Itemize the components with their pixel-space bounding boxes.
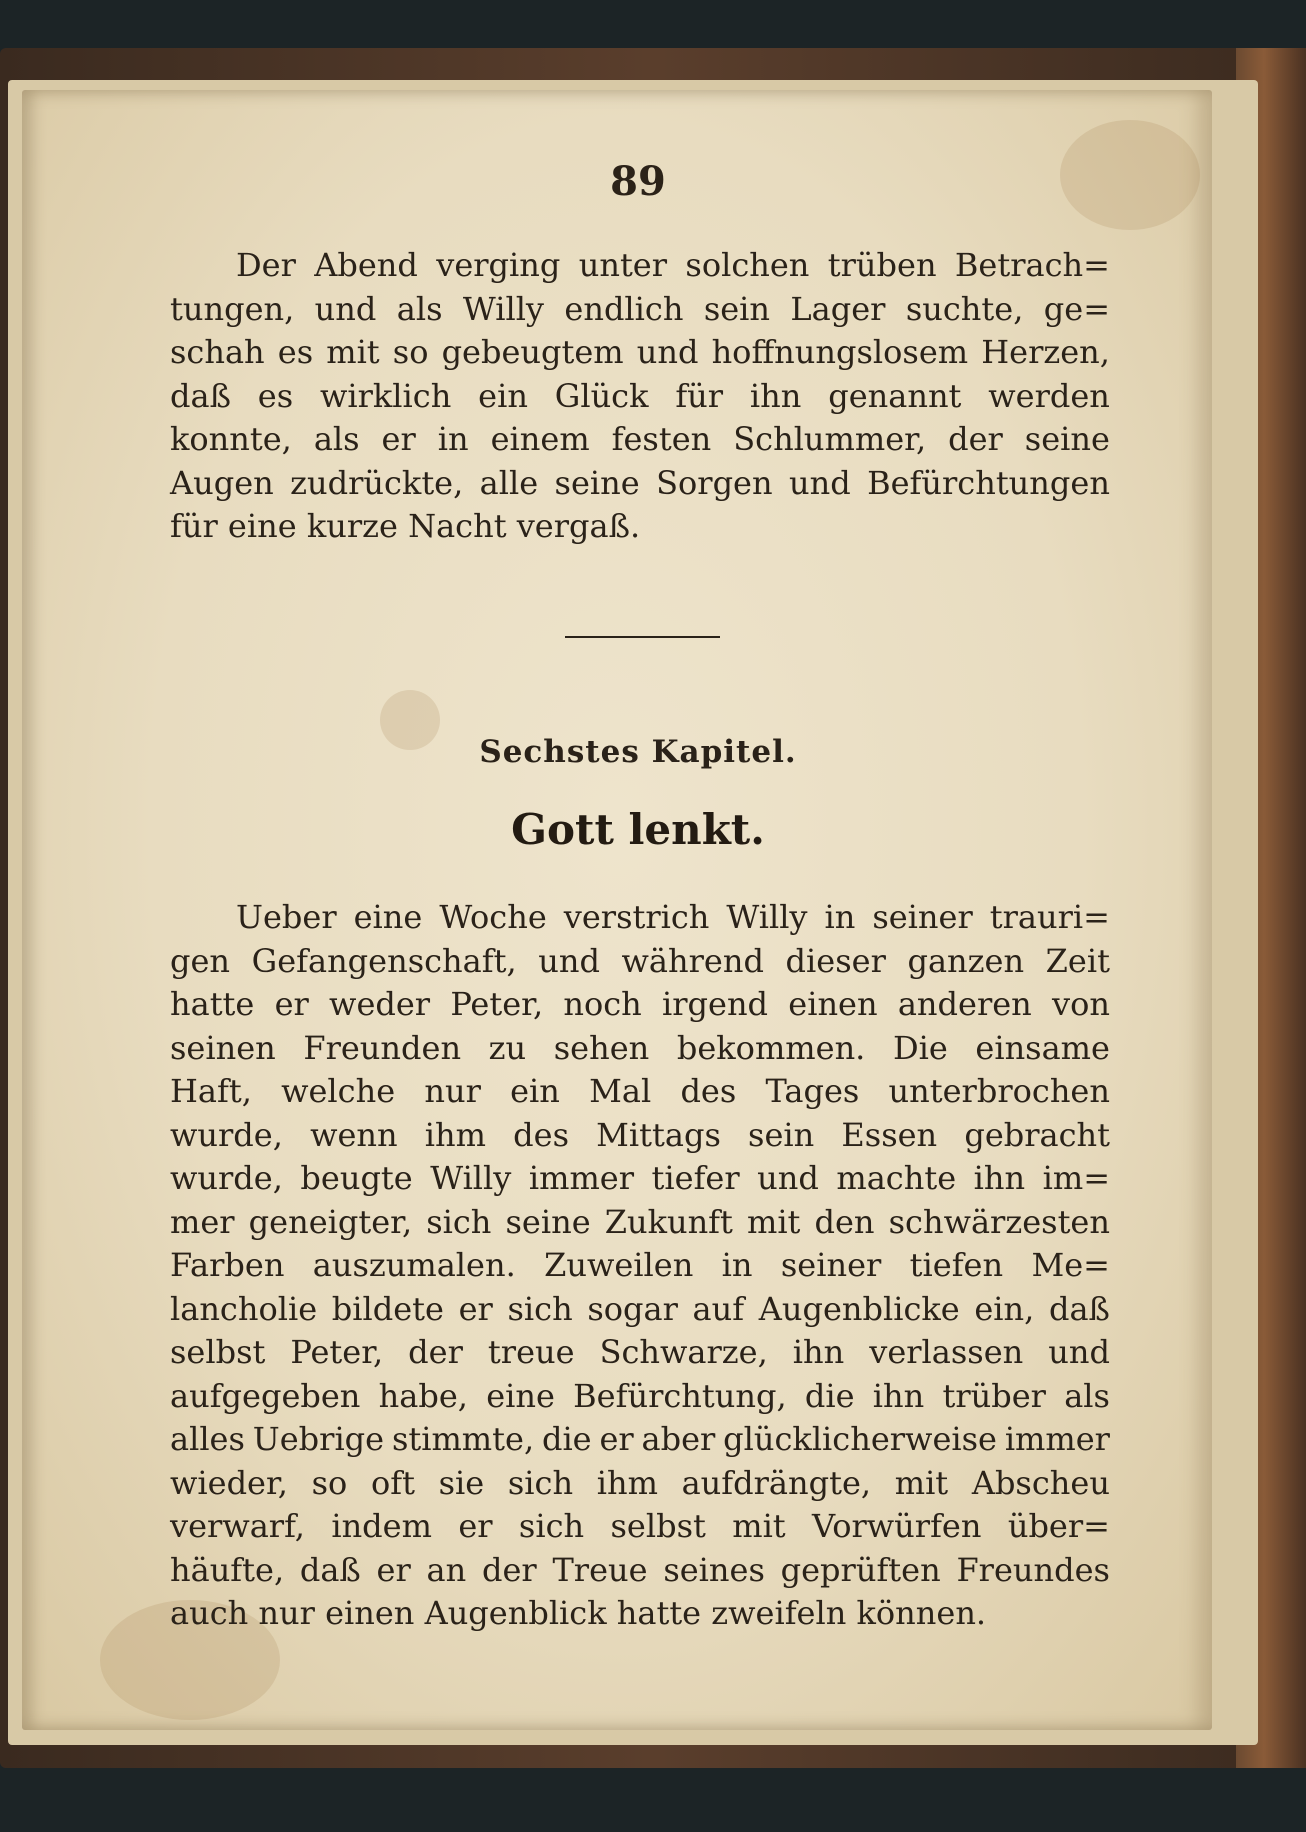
text-line: aufgegeben habe, eine Befürchtung, die ihn trüber als [170, 1376, 1110, 1415]
text-line: Der Abend verging unter solchen trüben Betrach= [236, 246, 1110, 284]
chapter-label: Sechstes Kapitel. [479, 734, 797, 770]
paragraph-2 [170, 896, 1110, 1636]
text-line: für eine kurze Nacht vergaß. [170, 507, 641, 545]
text-line: seinen Freunden zu sehen bekommen. Die einsame [170, 1028, 1110, 1067]
text-line: Haft, welche nur ein Mal des Tages unterbrochen [170, 1072, 1110, 1110]
text-line: tungen, und als Willy endlich sein Lager suchte, ge= [170, 289, 1110, 328]
text-line: Farben auszumalen. Zuweilen in seiner tiefen Me= [170, 1246, 1110, 1284]
text-line: wieder, so oft sie sich ihm aufdrängte, mit Abscheu [170, 1463, 1110, 1502]
text-line: wurde, wenn ihm des Mittags sein Essen gebracht [170, 1115, 1110, 1154]
text-line: schah es mit so gebeugtem und hoffnungslosem Herzen, [170, 333, 1110, 371]
text-line: hatte er weder Peter, noch irgend einen anderen von [170, 985, 1110, 1023]
text-line: selbst Peter, der treue Schwarze, ihn verlassen und [170, 1333, 1110, 1371]
section-divider [565, 636, 720, 638]
page-number: 89 [610, 158, 666, 205]
chapter-title: Gott lenkt. [511, 805, 765, 854]
text-line: Ueber eine Woche verstrich Willy in seiner trauri= [236, 898, 1110, 936]
text-line: auch nur einen Augenblick hatte zweifeln können. [170, 1594, 987, 1632]
text-line: wurde, beugte Willy immer tiefer und machte ihn im= [170, 1159, 1110, 1197]
text-line: verwarf, indem er sich selbst mit Vorwürfen über= [170, 1507, 1110, 1545]
text-line: mer geneigter, sich seine Zukunft mit den schwärzesten [170, 1202, 1110, 1241]
text-line: Augen zudrückte, alle seine Sorgen und Befürchtungen [170, 463, 1110, 502]
text-line: daß es wirklich ein Glück für ihn genannt werden [170, 376, 1110, 415]
paragraph-1 [170, 244, 1110, 549]
text-line: häufte, daß er an der Treue seines geprüften Freundes [170, 1550, 1110, 1589]
text-line: lancholie bildete er sich sogar auf Augenblicke ein, daß [170, 1289, 1110, 1328]
text-line: konnte, als er in einem festen Schlummer, der seine [170, 420, 1110, 458]
text-line: gen Gefangenschaft, und während dieser ganzen Zeit [170, 941, 1110, 980]
text-line: alles Uebrige stimmte, die er aber glücklicherweise immer [170, 1420, 1110, 1458]
